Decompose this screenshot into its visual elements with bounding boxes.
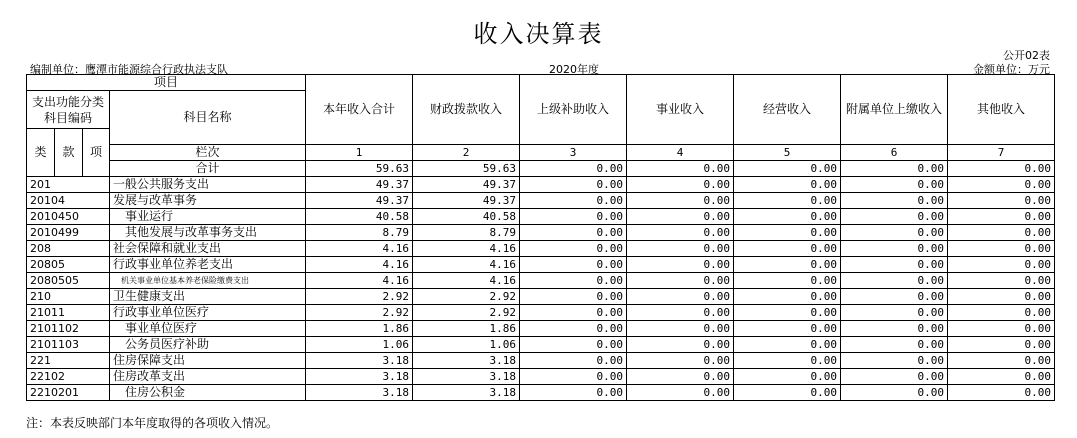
row-value-7: 0.00 xyxy=(948,321,1055,337)
row-value-1: 4.16 xyxy=(306,273,413,289)
row-value-3: 0.00 xyxy=(520,369,627,385)
row-value-6: 0.00 xyxy=(841,337,948,353)
col-num-3: 3 xyxy=(520,145,627,161)
row-value-5: 0.00 xyxy=(734,177,841,193)
row-value-4: 0.00 xyxy=(627,225,734,241)
row-value-2: 3.18 xyxy=(413,385,520,401)
row-value-3: 0.00 xyxy=(520,209,627,225)
row-value-3: 0.00 xyxy=(520,225,627,241)
total-value-6: 0.00 xyxy=(841,161,948,177)
row-value-5: 0.00 xyxy=(734,369,841,385)
row-value-4: 0.00 xyxy=(627,193,734,209)
row-code: 2010450 xyxy=(27,209,110,225)
header-col-4: 事业收入 xyxy=(627,75,734,145)
row-value-6: 0.00 xyxy=(841,241,948,257)
col-num-6: 6 xyxy=(841,145,948,161)
row-value-2: 2.92 xyxy=(413,305,520,321)
row-value-5: 0.00 xyxy=(734,257,841,273)
col-num-7: 7 xyxy=(948,145,1055,161)
table-row xyxy=(27,305,1055,321)
row-subject-name: 事业运行 xyxy=(110,209,306,225)
row-value-7: 0.00 xyxy=(948,225,1055,241)
row-subject-name: 其他发展与改革事务支出 xyxy=(110,225,306,241)
col-num-4: 4 xyxy=(627,145,734,161)
row-value-3: 0.00 xyxy=(520,193,627,209)
row-value-1: 1.86 xyxy=(306,321,413,337)
row-value-5: 0.00 xyxy=(734,289,841,305)
form-code: 公开02表 xyxy=(1003,49,1050,62)
header-lanci: 栏次 xyxy=(110,145,306,161)
row-value-3: 0.00 xyxy=(520,177,627,193)
header-col-5: 经营收入 xyxy=(734,75,841,145)
row-subject-name: 住房公积金 xyxy=(110,385,306,401)
total-label: 合计 xyxy=(110,161,306,177)
row-value-2: 49.37 xyxy=(413,177,520,193)
row-subject-name: 住房保障支出 xyxy=(110,353,306,369)
row-value-4: 0.00 xyxy=(627,177,734,193)
row-value-1: 49.37 xyxy=(306,177,413,193)
row-value-7: 0.00 xyxy=(948,385,1055,401)
org-name: 鹰潭市能源综合行政执法支队 xyxy=(85,63,228,76)
row-value-5: 0.00 xyxy=(734,241,841,257)
row-value-2: 1.86 xyxy=(413,321,520,337)
row-value-1: 1.06 xyxy=(306,337,413,353)
row-subject-name: 发展与改革事务 xyxy=(110,193,306,209)
row-value-2: 4.16 xyxy=(413,273,520,289)
row-value-5: 0.00 xyxy=(734,321,841,337)
row-value-4: 0.00 xyxy=(627,241,734,257)
row-code: 2080505 xyxy=(27,273,110,289)
row-value-7: 0.00 xyxy=(948,209,1055,225)
row-subject-name: 社会保障和就业支出 xyxy=(110,241,306,257)
row-value-3: 0.00 xyxy=(520,353,627,369)
report-year: 2020年度 xyxy=(549,63,599,76)
row-value-7: 0.00 xyxy=(948,177,1055,193)
table-row xyxy=(27,337,1055,353)
table-row xyxy=(27,193,1055,209)
row-value-1: 8.79 xyxy=(306,225,413,241)
total-value-1: 59.63 xyxy=(306,161,413,177)
header-col-1: 本年收入合计 xyxy=(306,75,413,145)
row-value-4: 0.00 xyxy=(627,289,734,305)
row-code: 221 xyxy=(27,353,110,369)
header-subject-name: 科目名称 xyxy=(110,91,306,145)
header-col-6: 附属单位上缴收入 xyxy=(841,75,948,145)
org-label: 编制单位： xyxy=(30,63,85,76)
row-value-1: 2.92 xyxy=(306,289,413,305)
row-value-6: 0.00 xyxy=(841,225,948,241)
row-subject-name: 住房改革支出 xyxy=(110,369,306,385)
row-value-3: 0.00 xyxy=(520,241,627,257)
row-value-7: 0.00 xyxy=(948,305,1055,321)
header-col-7: 其他收入 xyxy=(948,75,1055,145)
row-value-1: 40.58 xyxy=(306,209,413,225)
row-value-5: 0.00 xyxy=(734,209,841,225)
row-value-7: 0.00 xyxy=(948,257,1055,273)
header-col-3: 上级补助收入 xyxy=(520,75,627,145)
table-row xyxy=(27,289,1055,305)
header-func-code-line1: 支出功能分类 xyxy=(31,94,104,109)
header-kuan: 款 xyxy=(55,129,83,177)
col-num-1: 1 xyxy=(306,145,413,161)
table-body xyxy=(27,177,1055,401)
total-value-3: 0.00 xyxy=(520,161,627,177)
total-value-7: 0.00 xyxy=(948,161,1055,177)
header-item: 项目 xyxy=(27,75,306,91)
row-value-2: 2.92 xyxy=(413,289,520,305)
row-code: 21011 xyxy=(27,305,110,321)
table-row xyxy=(27,177,1055,193)
row-value-7: 0.00 xyxy=(948,353,1055,369)
row-value-5: 0.00 xyxy=(734,225,841,241)
row-value-6: 0.00 xyxy=(841,353,948,369)
header-xiang: 项 xyxy=(83,129,110,177)
row-subject-name: 一般公共服务支出 xyxy=(110,177,306,193)
row-value-2: 3.18 xyxy=(413,369,520,385)
col-num-5: 5 xyxy=(734,145,841,161)
row-value-2: 4.16 xyxy=(413,257,520,273)
row-value-4: 0.00 xyxy=(627,321,734,337)
table-row xyxy=(27,257,1055,273)
row-subject-name: 行政事业单位医疗 xyxy=(110,305,306,321)
row-value-7: 0.00 xyxy=(948,289,1055,305)
row-value-3: 0.00 xyxy=(520,337,627,353)
table-row xyxy=(27,209,1055,225)
row-code: 20805 xyxy=(27,257,110,273)
row-value-1: 3.18 xyxy=(306,369,413,385)
row-value-4: 0.00 xyxy=(627,385,734,401)
header-col-2: 财政拨款收入 xyxy=(413,75,520,145)
row-value-4: 0.00 xyxy=(627,353,734,369)
row-value-6: 0.00 xyxy=(841,193,948,209)
row-value-6: 0.00 xyxy=(841,321,948,337)
row-value-4: 0.00 xyxy=(627,273,734,289)
row-value-1: 4.16 xyxy=(306,257,413,273)
row-subject-name: 行政事业单位养老支出 xyxy=(110,257,306,273)
row-subject-name: 事业单位医疗 xyxy=(110,321,306,337)
row-value-2: 8.79 xyxy=(413,225,520,241)
row-value-6: 0.00 xyxy=(841,369,948,385)
row-value-2: 3.18 xyxy=(413,353,520,369)
row-value-6: 0.00 xyxy=(841,385,948,401)
row-value-1: 3.18 xyxy=(306,385,413,401)
row-code: 22102 xyxy=(27,369,110,385)
row-value-5: 0.00 xyxy=(734,337,841,353)
income-table xyxy=(26,74,1055,401)
row-value-2: 49.37 xyxy=(413,193,520,209)
table-row xyxy=(27,241,1055,257)
row-value-6: 0.00 xyxy=(841,257,948,273)
header-func-code xyxy=(27,91,110,129)
row-value-1: 4.16 xyxy=(306,241,413,257)
row-subject-name: 公务员医疗补助 xyxy=(110,337,306,353)
row-code: 201 xyxy=(27,177,110,193)
row-value-2: 4.16 xyxy=(413,241,520,257)
row-code: 2010499 xyxy=(27,225,110,241)
row-value-3: 0.00 xyxy=(520,385,627,401)
row-value-3: 0.00 xyxy=(520,273,627,289)
row-value-6: 0.00 xyxy=(841,289,948,305)
table-row xyxy=(27,225,1055,241)
row-code: 2101103 xyxy=(27,337,110,353)
report-title: 收入决算表 xyxy=(473,20,604,48)
row-value-5: 0.00 xyxy=(734,305,841,321)
row-value-1: 2.92 xyxy=(306,305,413,321)
row-value-6: 0.00 xyxy=(841,177,948,193)
row-value-3: 0.00 xyxy=(520,257,627,273)
row-value-3: 0.00 xyxy=(520,321,627,337)
table-row xyxy=(27,385,1055,401)
amount-unit: 金额单位：万元 xyxy=(973,63,1050,76)
row-value-7: 0.00 xyxy=(948,337,1055,353)
row-code: 2210201 xyxy=(27,385,110,401)
row-value-5: 0.00 xyxy=(734,385,841,401)
row-subject-name: 卫生健康支出 xyxy=(110,289,306,305)
row-value-3: 0.00 xyxy=(520,289,627,305)
row-value-7: 0.00 xyxy=(948,241,1055,257)
row-subject-name: 机关事业单位基本养老保险缴费支出 xyxy=(110,273,306,289)
table-row xyxy=(27,353,1055,369)
row-value-4: 0.00 xyxy=(627,369,734,385)
row-value-7: 0.00 xyxy=(948,273,1055,289)
row-value-5: 0.00 xyxy=(734,193,841,209)
row-value-4: 0.00 xyxy=(627,337,734,353)
row-value-4: 0.00 xyxy=(627,257,734,273)
header-func-code-line2: 科目编码 xyxy=(43,110,92,125)
row-code: 208 xyxy=(27,241,110,257)
row-value-2: 40.58 xyxy=(413,209,520,225)
table-row xyxy=(27,273,1055,289)
header-lei: 类 xyxy=(27,129,55,177)
row-value-1: 49.37 xyxy=(306,193,413,209)
row-value-1: 3.18 xyxy=(306,353,413,369)
row-code: 210 xyxy=(27,289,110,305)
row-value-2: 1.06 xyxy=(413,337,520,353)
total-value-5: 0.00 xyxy=(734,161,841,177)
table-row xyxy=(27,321,1055,337)
row-code: 2101102 xyxy=(27,321,110,337)
footnote: 注：本表反映部门本年度取得的各项收入情况。 xyxy=(26,416,279,430)
row-value-5: 0.00 xyxy=(734,273,841,289)
row-value-6: 0.00 xyxy=(841,273,948,289)
row-value-4: 0.00 xyxy=(627,209,734,225)
row-value-7: 0.00 xyxy=(948,193,1055,209)
row-value-6: 0.00 xyxy=(841,209,948,225)
row-value-4: 0.00 xyxy=(627,305,734,321)
row-value-6: 0.00 xyxy=(841,305,948,321)
row-code: 20104 xyxy=(27,193,110,209)
row-value-5: 0.00 xyxy=(734,353,841,369)
row-value-3: 0.00 xyxy=(520,305,627,321)
total-value-2: 59.63 xyxy=(413,161,520,177)
row-value-7: 0.00 xyxy=(948,369,1055,385)
total-value-4: 0.00 xyxy=(627,161,734,177)
table-row xyxy=(27,369,1055,385)
col-num-2: 2 xyxy=(413,145,520,161)
